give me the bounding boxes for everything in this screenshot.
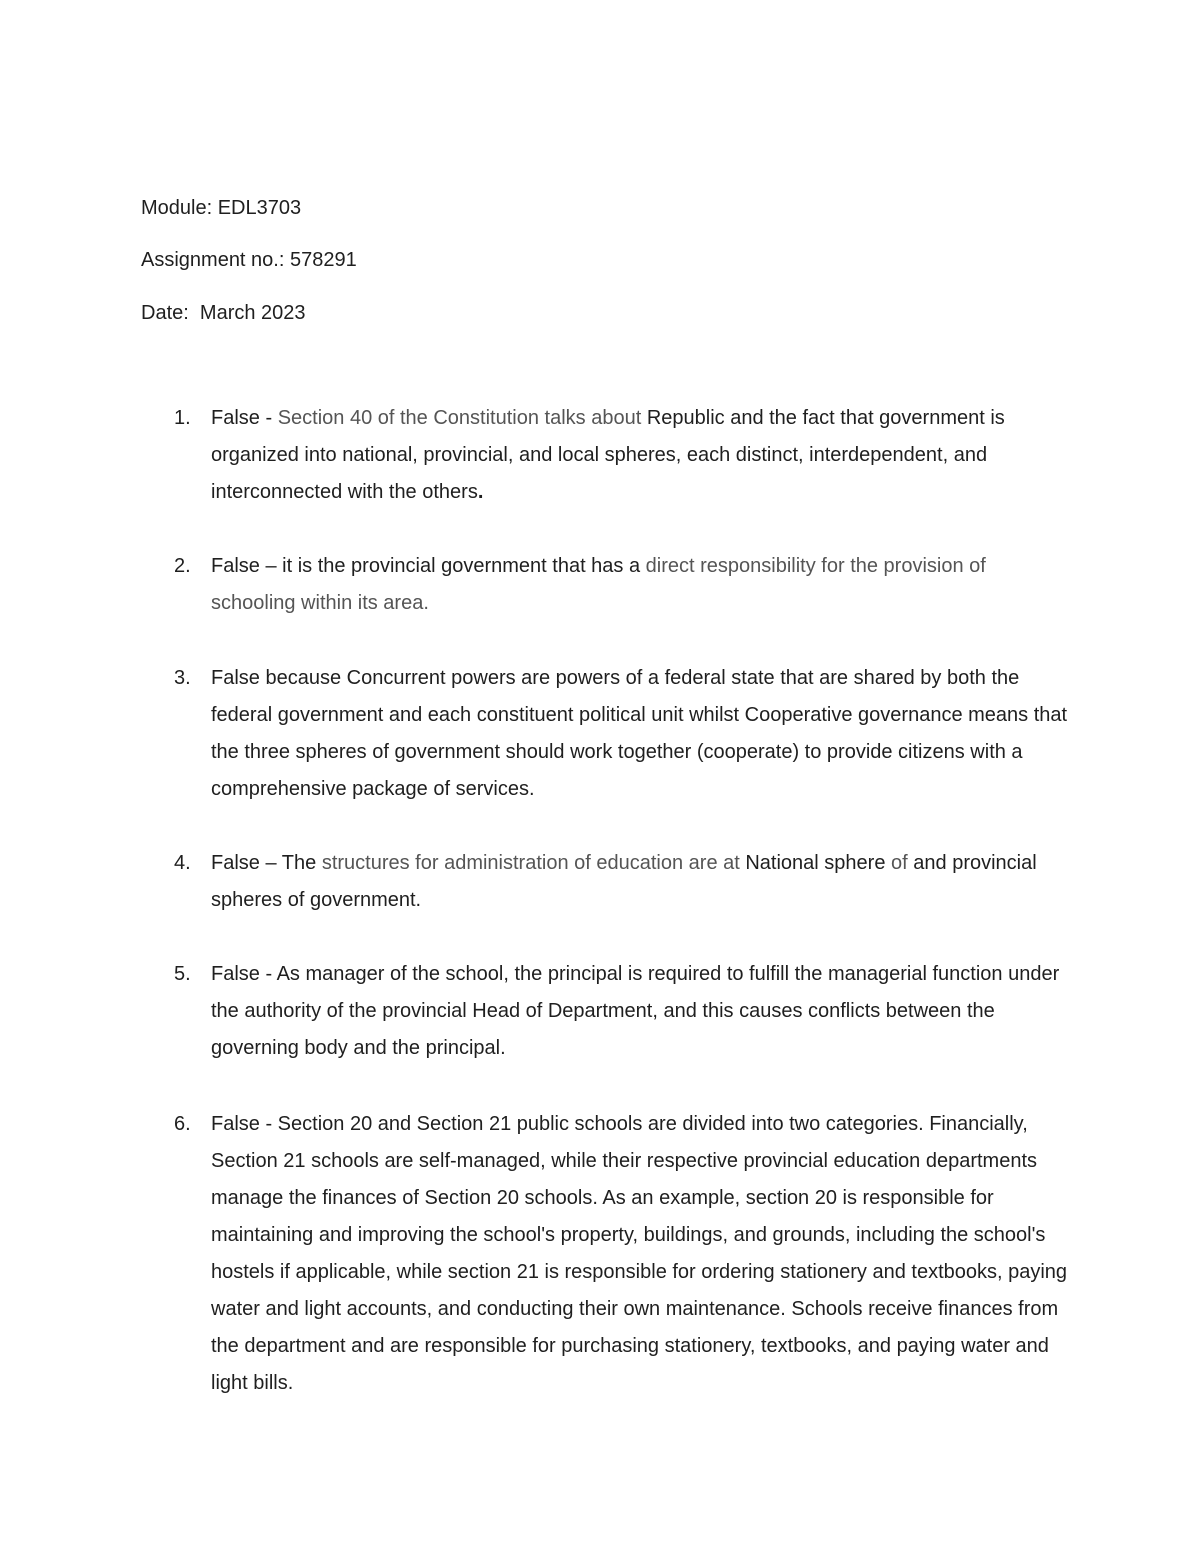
date-line: Date: March 2023 bbox=[141, 302, 306, 324]
answer-verdict: False – The bbox=[211, 852, 322, 874]
answer-text-part: of bbox=[891, 852, 914, 874]
answer-verdict: False – it is the provincial government that has a bbox=[211, 555, 646, 577]
answer-number: 4. bbox=[174, 852, 191, 874]
answer-text bbox=[211, 845, 1071, 919]
answer-text: False - As manager of the school, the principal is required to fulfill the managerial function under the authority of the provincial Head of Department, and this causes conflicts between the governing body and the principal. bbox=[211, 963, 1060, 1059]
answer-number: 1. bbox=[174, 407, 191, 429]
answer-text-part: Section 40 of the Constitution talks about bbox=[277, 407, 647, 429]
answer-text-part: and provincial spheres of government. bbox=[211, 852, 1037, 911]
answer-text-part: structures for administration of education are at bbox=[321, 852, 746, 874]
answer-text-part: Republic and the fact that government is organized into national, provincial, and local spheres, each distinct, interdependent, and interconnected with the others bbox=[211, 407, 1005, 503]
answer-text bbox=[211, 400, 1071, 511]
answer-text-part: . bbox=[477, 481, 484, 503]
answer-text: False because Concurrent powers are powers of a federal state that are shared by both the federal government and each constituent political unit whilst Cooperative governance means that the three spheres of government should work together (cooperate) to provide citizens with a comprehensive package of services. bbox=[211, 667, 1068, 800]
answer-number: 6. bbox=[174, 1113, 191, 1135]
answer-text-part: direct responsibility for the provision of schooling within its area. bbox=[211, 555, 986, 614]
answer-text-part: National sphere bbox=[745, 852, 892, 874]
module-line: Module: EDL3703 bbox=[141, 197, 302, 219]
answer-text: False - Section 20 and Section 21 public schools are divided into two categories. Financially, Section 21 schools are self-managed, while their respective provincial education departments manage the finances of Section 20 schools. As an example, section 20 is responsible for maintaining and improving the school's property, buildings, and grounds, including the school's hostels if applicable, while section 21 is responsible for ordering stationery and textbooks, paying water and light accounts, and conducting their own maintenance. Schools receive finances from the department and are responsible for purchasing stationery, textbooks, and paying water and light bills. bbox=[211, 1113, 1068, 1394]
answer-number: 2. bbox=[174, 555, 191, 577]
answer-verdict: False - bbox=[211, 407, 278, 429]
assignment-line: Assignment no.: 578291 bbox=[141, 249, 357, 271]
answer-number: 3. bbox=[174, 667, 191, 689]
answer-number: 5. bbox=[174, 963, 191, 985]
answer-text bbox=[211, 548, 1071, 622]
